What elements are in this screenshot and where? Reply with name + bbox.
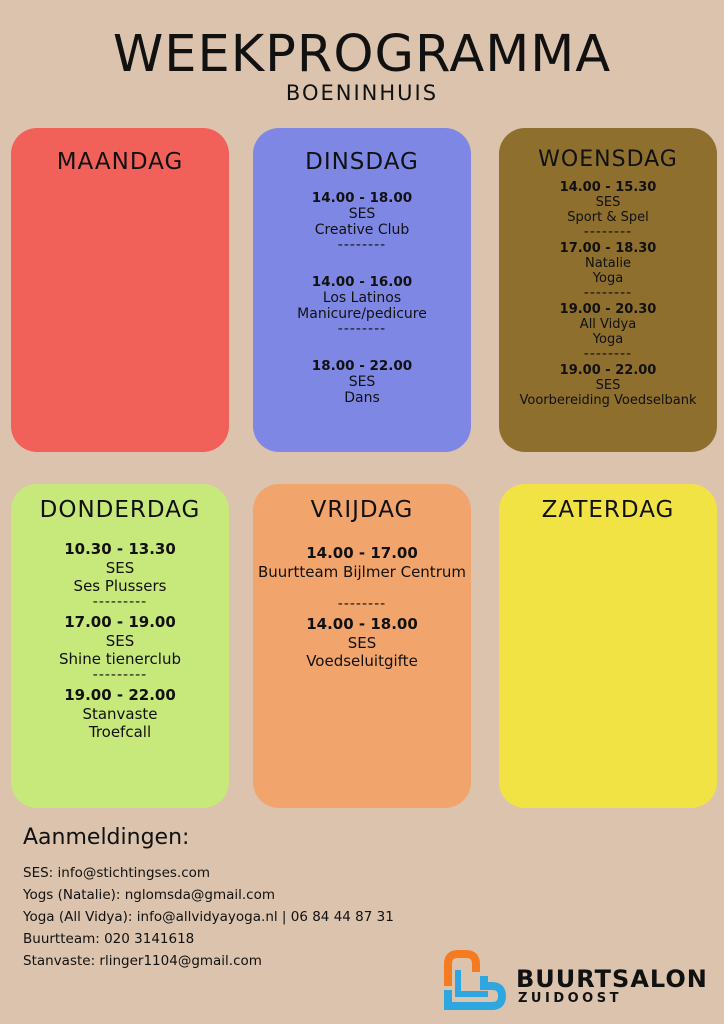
entry-line: Yoga (592, 332, 624, 347)
contact-line: Yoga (All Vidya): info@allvidyayoga.nl | 06 84 44 87 31 (23, 909, 394, 925)
schedule-entry (11, 540, 229, 609)
entry-time: 14.00 - 16.00 (311, 274, 413, 290)
entry-line: Creative Club (314, 222, 410, 238)
schedule-entry (499, 363, 717, 408)
entry-time: 19.00 - 20.30 (559, 302, 657, 317)
entry-line: Troefcall (88, 723, 152, 741)
card-woensdag (499, 128, 717, 452)
logo-mark-icon (444, 950, 506, 1012)
schedule-entry (253, 358, 471, 406)
logo-text-main: BUURTSALON (516, 965, 708, 993)
entry-line: Voorbereiding Voedselbank (519, 393, 697, 408)
entry-time: 14.00 - 18.00 (306, 615, 418, 633)
entry-line: SES (595, 195, 621, 210)
contact-line: Yogs (Natalie): nglomsda@gmail.com (23, 887, 276, 903)
entry-time: 17.00 - 19.00 (64, 613, 176, 631)
separator: --------- (92, 667, 148, 683)
entry-line: Voedseluitgifte (306, 652, 418, 670)
entry-line: Sport & Spel (567, 210, 649, 225)
card-donderdag (11, 484, 229, 808)
entry-line: Buurtteam Bijlmer Centrum (258, 563, 466, 581)
entry-line: SES (347, 634, 377, 652)
separator: -------- (583, 346, 633, 362)
page-title: WEEKPROGRAMMA (112, 25, 612, 84)
contact-line: Buurtteam: 020 3141618 (23, 931, 195, 947)
entry-line: SES (595, 378, 621, 393)
contact-line: Stanvaste: rlinger1104@gmail.com (23, 953, 262, 969)
entry-time: 14.00 - 17.00 (306, 544, 418, 562)
card-vrijdag (253, 484, 471, 808)
card-dinsdag (253, 128, 471, 452)
entry-time: 10.30 - 13.30 (64, 540, 176, 558)
entry-time: 14.00 - 15.30 (559, 180, 657, 195)
entry-line: SES (105, 559, 135, 577)
separator: -------- (337, 321, 387, 337)
entry-time: 17.00 - 18.30 (559, 241, 657, 256)
page-subtitle: BOENINHUIS (285, 81, 439, 105)
day-title-maandag: MAANDAG (56, 149, 184, 175)
entry-line: Manicure/pedicure (297, 306, 427, 322)
entry-line: SES (348, 206, 376, 222)
entry-line: SES (348, 374, 376, 390)
entry-time: 19.00 - 22.00 (559, 363, 657, 378)
card-maandag (11, 128, 229, 452)
entry-time: 19.00 - 22.00 (64, 686, 176, 704)
schedule-entry (499, 241, 717, 300)
separator: -------- (337, 596, 387, 612)
schedule-entry (253, 274, 471, 336)
day-title-woensdag: WOENSDAG (538, 147, 678, 172)
buurtsalon-logo (444, 950, 714, 1012)
separator: --------- (92, 594, 148, 610)
separator: -------- (583, 285, 633, 301)
entry-line: Stanvaste (82, 705, 158, 723)
entry-line: All Vidya (579, 317, 637, 332)
entry-line: Los Latinos (322, 290, 402, 306)
contacts-section (23, 824, 443, 972)
schedule-entry (11, 686, 229, 741)
card-zaterdag (499, 484, 717, 808)
separator: -------- (583, 224, 633, 240)
schedule-entry (499, 180, 717, 239)
entry-line: SES (105, 632, 135, 650)
schedule-entry (253, 615, 471, 670)
schedule-entry (253, 190, 471, 252)
schedule-entry (11, 613, 229, 682)
entry-line: Natalie (585, 256, 631, 271)
entry-time: 18.00 - 22.00 (311, 358, 413, 374)
contact-line: SES: info@stichtingses.com (23, 865, 211, 881)
day-title-donderdag: DONDERDAG (39, 497, 201, 523)
entry-line: Ses Plussers (73, 577, 167, 595)
day-title-zaterdag: ZATERDAG (541, 497, 675, 523)
entry-line: Dans (344, 390, 380, 406)
entry-time: 14.00 - 18.00 (311, 190, 413, 206)
schedule-entry (253, 544, 471, 611)
day-title-dinsdag: DINSDAG (305, 149, 419, 175)
entry-line: Shine tienerclub (59, 650, 181, 668)
contacts-heading: Aanmeldingen: (23, 825, 190, 850)
schedule-entry (499, 302, 717, 361)
day-title-vrijdag: VRIJDAG (310, 497, 414, 523)
separator: -------- (337, 237, 387, 253)
entry-line: Yoga (592, 271, 624, 286)
logo-text-sub: ZUIDOOST (518, 991, 622, 1006)
